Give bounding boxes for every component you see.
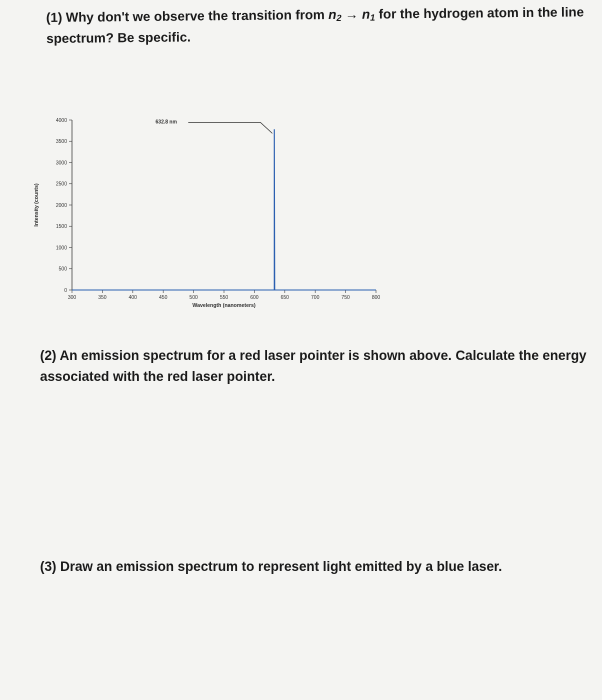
y-axis-title: Intensity (counts) [34,183,40,227]
y-tick-label: 2500 [55,181,67,188]
n2-subscript: 2 [336,12,342,23]
x-tick-label: 450 [159,295,168,301]
y-tick-label: 0 [64,287,67,294]
question-1 [46,2,596,49]
emission-spectrum-chart [24,98,384,328]
y-tick-label: 500 [58,266,67,273]
x-tick-label: 700 [311,295,320,301]
question-3: (3) Draw an emission spectrum to represent light emitted by a blue laser. [40,559,503,574]
x-tick-label: 600 [250,295,259,301]
question-1-suffix: for the hydrogen atom in the line spectrum? Be specific. [46,4,584,46]
y-tick-label: 4000 [55,117,67,124]
x-tick-label: 750 [341,295,350,301]
y-tick-label: 3500 [55,139,67,146]
y-tick-label: 1000 [55,245,67,252]
spectrum-line [72,129,376,290]
x-tick-label: 500 [189,295,198,301]
transition-arrow: → [341,6,363,22]
peak-annotation-label: 632.8 nm [155,119,177,126]
n1-subscript: 1 [370,12,376,23]
x-axis-title: Wavelength (nanometers) [192,303,256,309]
peak-annotation-pointer [188,122,272,133]
x-tick-label: 800 [371,295,381,301]
x-tick-label: 650 [280,295,289,301]
n1-symbol: n [361,6,371,22]
question-2: (2) An emission spectrum for a red laser pointer is shown above. Calculate the energy associated with the red laser pointer. [40,348,587,384]
x-tick-label: 300 [67,295,77,301]
x-tick-label: 550 [219,295,229,301]
emission-spectrum-svg [24,98,384,328]
y-tick-label: 3000 [55,160,67,167]
y-tick-label: 1500 [55,224,67,231]
x-tick-label: 350 [98,295,107,301]
question-1-prefix: (1) Why don't we observe the transition from [46,7,329,25]
y-tick-label: 2000 [55,202,67,209]
x-tick-label: 400 [128,295,137,301]
n2-symbol: n [328,6,337,23]
